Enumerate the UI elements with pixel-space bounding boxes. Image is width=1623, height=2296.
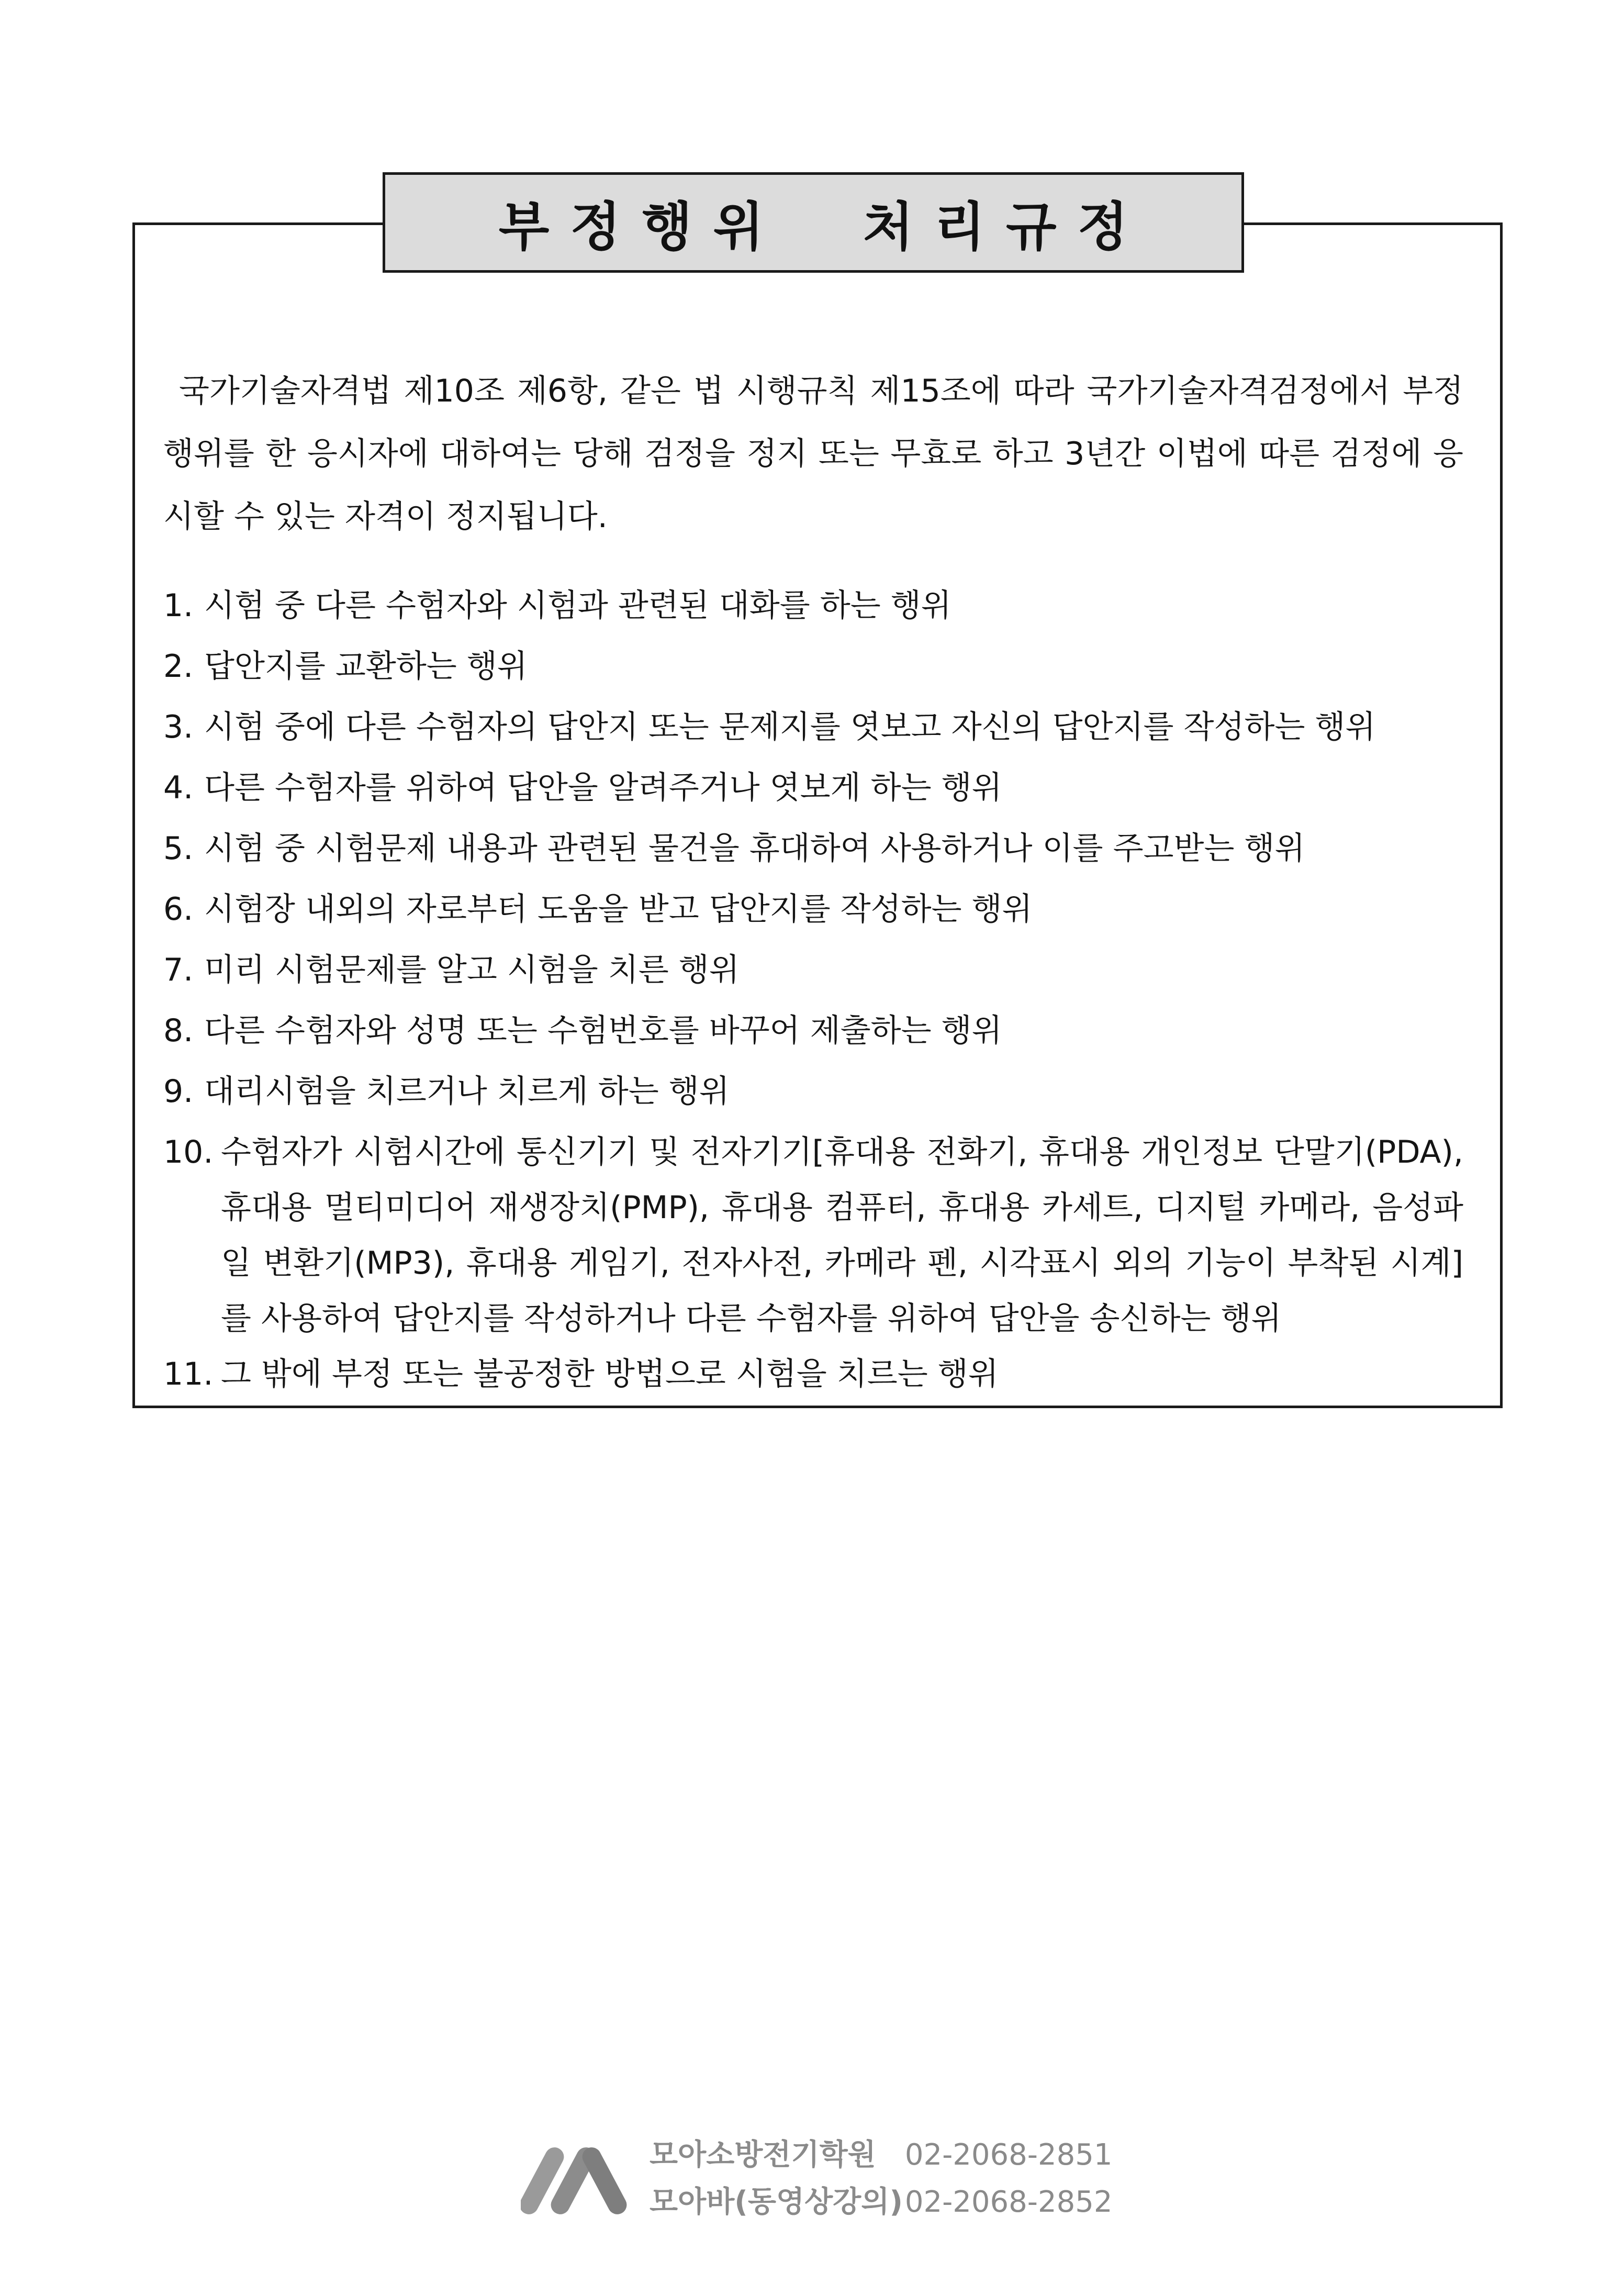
rule-text: 다른 수험자를 위하여 답안을 알려주거나 엿보게 하는 행위 <box>204 770 1002 806</box>
rule-number: 1. <box>163 587 194 624</box>
footer-phone: 02-2068-2852 <box>904 2185 1113 2219</box>
rule-text: 시험 중에 다른 수험자의 답안지 또는 문제지를 엿보고 자신의 답안지를 작성하는 행위 <box>204 709 1376 745</box>
footer-line <box>650 2132 1113 2179</box>
rule-number: 9. <box>163 1073 194 1110</box>
rule-text: 다른 수험자와 성명 또는 수험번호를 바꾸어 제출하는 행위 <box>204 1012 1002 1049</box>
footer-contact <box>650 2132 1113 2226</box>
rule-number: 3. <box>163 709 194 745</box>
rule-item <box>163 1346 1463 1407</box>
rule-number: 5. <box>163 830 194 867</box>
rule-item <box>163 1124 1463 1346</box>
rule-text: 답안지를 교환하는 행위 <box>204 648 528 685</box>
rule-text: 수험자가 시험시간에 통신기기 및 전자기기[휴대용 전화기, 휴대용 개인정보 단말기(PDA), 휴대용 멀티미디어 재생장치(PMP), 휴대용 컴퓨터, 휴대용 카세트, 디지털 카메라, 음성파일 변환기(MP3), 휴대용 게임기, 전자사전, 카메라 펜, 시각표시 외의 기능이 부착된 시계]를 사용하여 답안지를 작성하거나 다른 수험자를 위하여 답안을 송신하는 행위 <box>221 1134 1463 1337</box>
footer <box>521 2131 1117 2235</box>
moa-logo-icon <box>521 2139 636 2217</box>
rule-item <box>163 578 1463 639</box>
rule-text: 미리 시험문제를 알고 시험을 치른 행위 <box>204 952 740 988</box>
rule-number: 7. <box>163 952 194 988</box>
rule-number: 2. <box>163 648 194 685</box>
rule-item <box>163 882 1463 942</box>
rule-item <box>163 699 1463 760</box>
rules-list <box>163 578 1463 1407</box>
footer-phone: 02-2068-2851 <box>904 2138 1113 2172</box>
rule-text: 시험장 내외의 자로부터 도움을 받고 답안지를 작성하는 행위 <box>204 891 1033 928</box>
rule-text: 시험 중 다른 수험자와 시험과 관련된 대화를 하는 행위 <box>204 587 952 624</box>
rule-number: 8. <box>163 1012 194 1049</box>
rule-item <box>163 639 1463 699</box>
footer-org: 모아바(동영상강의) <box>650 2185 903 2219</box>
footer-org: 모아소방전기학원 <box>650 2138 876 2172</box>
rule-text: 시험 중 시험문제 내용과 관련된 물건을 휴대하여 사용하거나 이를 주고받는 행위 <box>204 830 1305 867</box>
rule-number: 11. <box>163 1356 214 1392</box>
rule-text: 대리시험을 치르거나 치르게 하는 행위 <box>204 1073 730 1110</box>
intro-paragraph: 국가기술자격법 제10조 제6항, 같은 법 시행규칙 제15조에 따라 국가기술자격검정에서 부정행위를 한 응시자에 대하여는 당해 검정을 정지 또는 무효로 하고 3년간 이법에 따른 검정에 응시할 수 있는 자격이 정지됩니다. <box>163 373 1463 535</box>
rule-item <box>163 942 1463 1003</box>
rule-number: 6. <box>163 891 194 928</box>
rule-item <box>163 1003 1463 1064</box>
rule-item <box>163 1064 1463 1124</box>
rule-item <box>163 821 1463 882</box>
page-title: 부정행위 처리규정 <box>498 196 1149 258</box>
rule-number: 4. <box>163 770 194 806</box>
rule-text: 그 밖에 부정 또는 불공정한 방법으로 시험을 치르는 행위 <box>221 1356 999 1392</box>
rule-number: 10. <box>163 1134 214 1171</box>
footer-line <box>650 2179 1113 2226</box>
title-box <box>383 172 1244 273</box>
rule-item <box>163 760 1463 821</box>
